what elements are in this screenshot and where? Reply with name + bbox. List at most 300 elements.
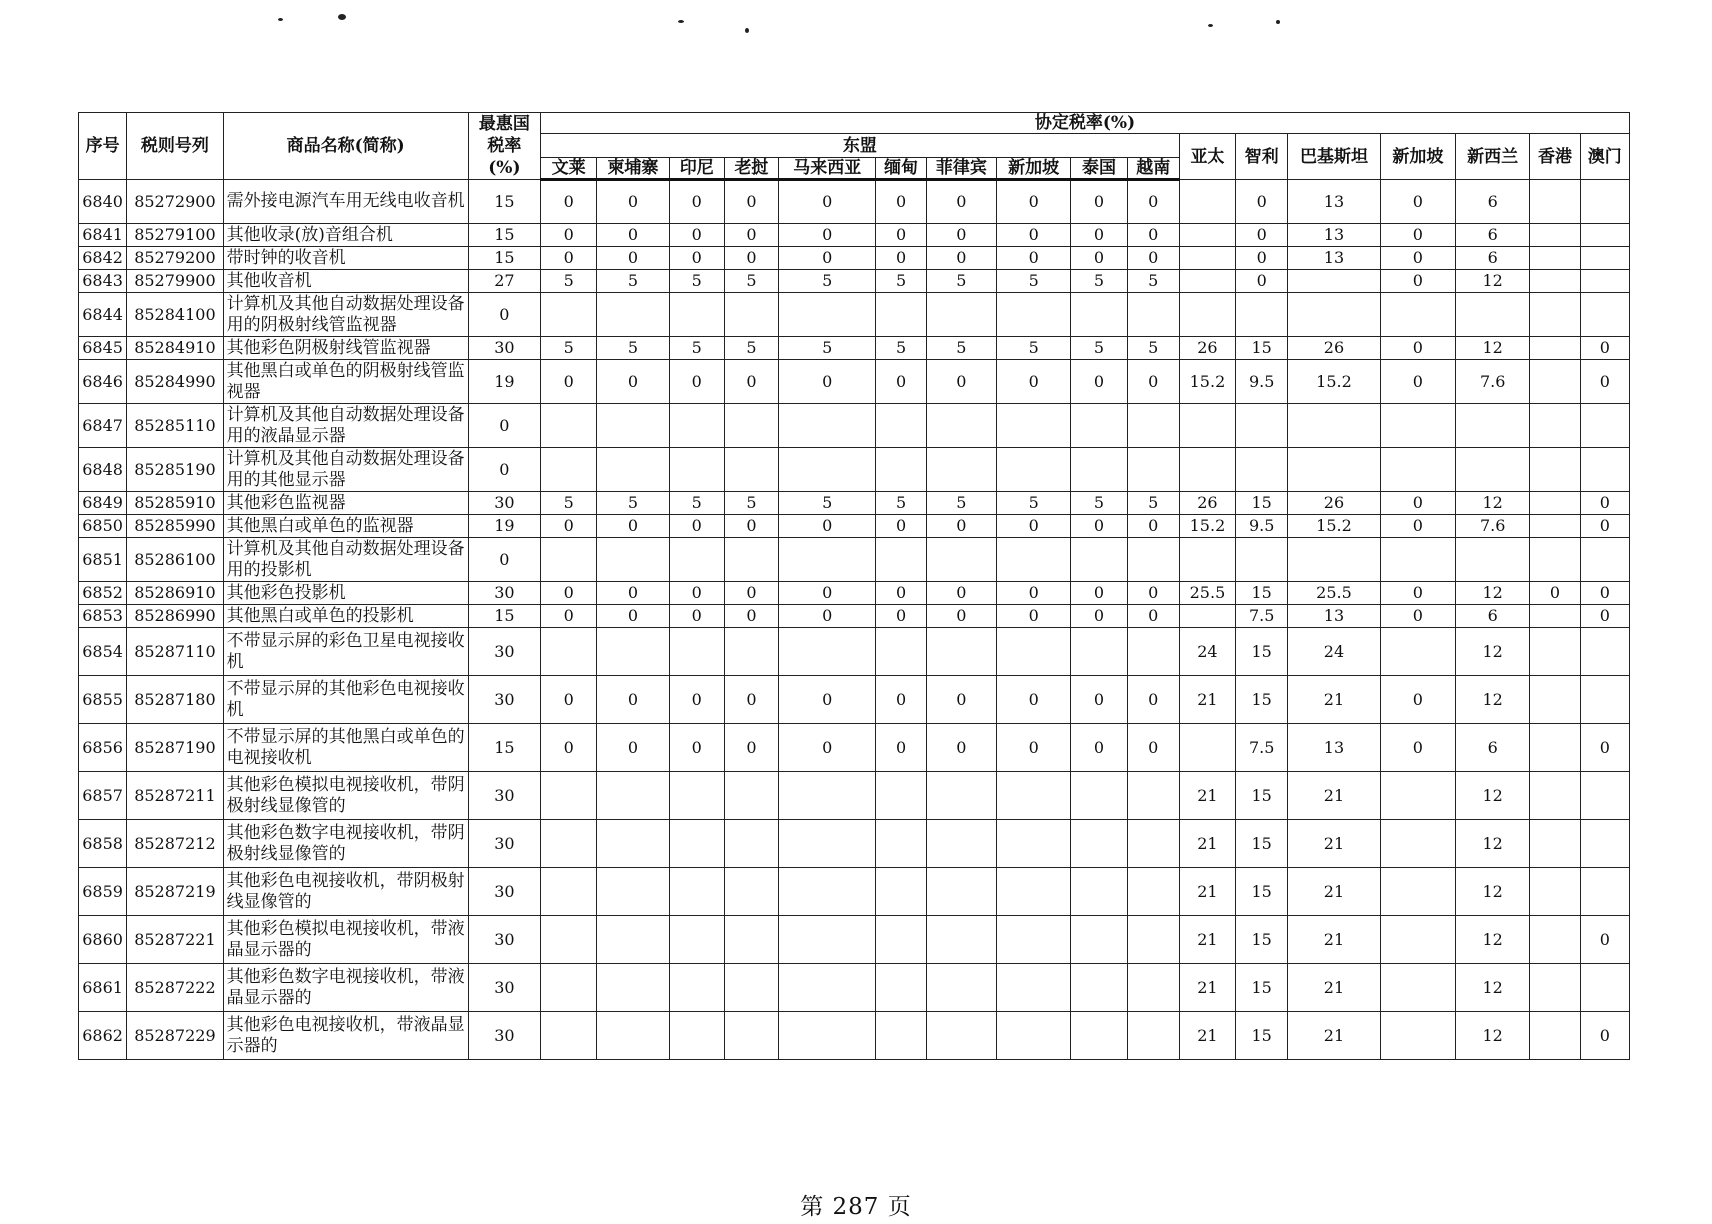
row-asean-rate: 0	[669, 676, 724, 724]
row-pakistan-rate: 13	[1288, 605, 1380, 628]
row-chile-rate	[1236, 538, 1288, 582]
row-asean-rate	[876, 820, 926, 868]
row-asean-rate: 5	[876, 492, 926, 515]
row-new-zealand-rate: 6	[1456, 180, 1530, 224]
row-chile-rate: 0	[1236, 224, 1288, 247]
row-asean-rate	[779, 964, 876, 1012]
row-asean-rate: 0	[669, 605, 724, 628]
row-product-name: 其他彩色阴极射线管监视器	[223, 337, 468, 360]
row-asean-rate	[597, 964, 669, 1012]
row-asean-rate	[669, 1012, 724, 1060]
row-chile-rate: 0	[1236, 247, 1288, 270]
row-asean-rate	[779, 772, 876, 820]
table-row	[79, 293, 1630, 337]
row-asia-pacific-rate	[1179, 448, 1235, 492]
row-asean-rate: 0	[724, 247, 778, 270]
row-asean-rate	[997, 1012, 1071, 1060]
row-asean-rate	[1127, 772, 1179, 820]
row-hong-kong-rate	[1530, 868, 1580, 916]
row-new-zealand-rate: 12	[1456, 868, 1530, 916]
row-asean-rate	[597, 916, 669, 964]
row-seq: 6840	[79, 180, 127, 224]
row-asean-rate	[724, 820, 778, 868]
row-asean-rate	[597, 820, 669, 868]
row-macau-rate	[1580, 820, 1629, 868]
header-thailand: 泰国	[1071, 158, 1127, 180]
row-asean-rate	[724, 964, 778, 1012]
row-new-zealand-rate: 12	[1456, 772, 1530, 820]
row-asean-rate	[1071, 448, 1127, 492]
row-asean-rate	[541, 538, 597, 582]
row-asean-rate	[926, 293, 996, 337]
row-singapore-fta-rate	[1380, 628, 1455, 676]
row-product-name: 不带显示屏的其他彩色电视接收机	[223, 676, 468, 724]
row-seq: 6856	[79, 724, 127, 772]
row-macau-rate: 0	[1580, 916, 1629, 964]
row-asean-rate	[669, 448, 724, 492]
row-macau-rate: 0	[1580, 492, 1629, 515]
row-hong-kong-rate	[1530, 724, 1580, 772]
row-mfn-rate: 30	[468, 820, 540, 868]
header-vietnam: 越南	[1127, 158, 1179, 180]
row-asean-rate	[876, 628, 926, 676]
row-hs-code: 85284100	[127, 293, 223, 337]
row-asean-rate: 0	[926, 515, 996, 538]
row-new-zealand-rate: 12	[1456, 270, 1530, 293]
row-seq: 6841	[79, 224, 127, 247]
row-asean-rate	[541, 916, 597, 964]
row-asia-pacific-rate: 25.5	[1179, 582, 1235, 605]
row-asean-rate: 0	[926, 360, 996, 404]
row-asean-rate: 5	[669, 492, 724, 515]
row-singapore-fta-rate: 0	[1380, 724, 1455, 772]
row-chile-rate: 7.5	[1236, 724, 1288, 772]
row-asean-rate: 5	[926, 337, 996, 360]
row-asean-rate	[597, 404, 669, 448]
row-asean-rate	[724, 448, 778, 492]
row-product-name: 其他彩色数字电视接收机，带液晶显示器的	[223, 964, 468, 1012]
row-asean-rate: 0	[997, 360, 1071, 404]
row-asean-rate	[926, 404, 996, 448]
row-mfn-rate: 30	[468, 1012, 540, 1060]
header-chile: 智利	[1236, 134, 1288, 180]
row-hs-code: 85287211	[127, 772, 223, 820]
row-singapore-fta-rate: 0	[1380, 180, 1455, 224]
row-hong-kong-rate	[1530, 247, 1580, 270]
row-seq: 6842	[79, 247, 127, 270]
row-pakistan-rate: 21	[1288, 1012, 1380, 1060]
header-mfn-line-2: 税率	[487, 136, 522, 156]
row-mfn-rate: 15	[468, 180, 540, 224]
row-chile-rate: 0	[1236, 270, 1288, 293]
row-singapore-fta-rate: 0	[1380, 224, 1455, 247]
row-asean-rate	[926, 772, 996, 820]
row-product-name: 其他彩色数字电视接收机，带阴极射线显像管的	[223, 820, 468, 868]
row-hong-kong-rate	[1530, 180, 1580, 224]
row-asean-rate: 0	[779, 224, 876, 247]
row-asean-rate: 0	[1071, 180, 1127, 224]
row-asean-rate	[779, 293, 876, 337]
row-product-name: 计算机及其他自动数据处理设备用的液晶显示器	[223, 404, 468, 448]
row-seq: 6849	[79, 492, 127, 515]
row-new-zealand-rate: 12	[1456, 337, 1530, 360]
row-product-name: 不带显示屏的其他黑白或单色的电视接收机	[223, 724, 468, 772]
row-asean-rate: 0	[724, 515, 778, 538]
row-hong-kong-rate	[1530, 337, 1580, 360]
row-singapore-fta-rate	[1380, 868, 1455, 916]
row-hong-kong-rate	[1530, 293, 1580, 337]
row-asean-rate: 0	[1127, 515, 1179, 538]
row-hong-kong-rate	[1530, 404, 1580, 448]
row-chile-rate	[1236, 404, 1288, 448]
row-macau-rate	[1580, 538, 1629, 582]
row-asean-rate	[669, 293, 724, 337]
row-hs-code: 85285190	[127, 448, 223, 492]
row-asean-rate: 0	[1127, 224, 1179, 247]
row-seq: 6860	[79, 916, 127, 964]
row-singapore-fta-rate: 0	[1380, 582, 1455, 605]
row-hs-code: 85286910	[127, 582, 223, 605]
row-asean-rate: 0	[876, 724, 926, 772]
row-hs-code: 85279900	[127, 270, 223, 293]
row-singapore-fta-rate: 0	[1380, 337, 1455, 360]
table-row	[79, 964, 1630, 1012]
scan-speck	[278, 18, 283, 21]
row-asean-rate	[541, 448, 597, 492]
row-asean-rate	[997, 448, 1071, 492]
row-asean-rate: 0	[1127, 582, 1179, 605]
row-asean-rate: 0	[597, 247, 669, 270]
row-asean-rate: 0	[724, 360, 778, 404]
row-pakistan-rate	[1288, 270, 1380, 293]
row-pakistan-rate: 15.2	[1288, 360, 1380, 404]
row-asean-rate	[724, 628, 778, 676]
row-asean-rate	[779, 868, 876, 916]
row-asean-rate: 5	[997, 337, 1071, 360]
row-asean-rate	[724, 538, 778, 582]
row-pakistan-rate	[1288, 538, 1380, 582]
row-asean-rate: 0	[926, 676, 996, 724]
table-row	[79, 538, 1630, 582]
row-asean-rate: 0	[669, 724, 724, 772]
row-chile-rate: 15	[1236, 1012, 1288, 1060]
row-asean-rate	[779, 448, 876, 492]
row-asean-rate	[724, 404, 778, 448]
row-hong-kong-rate	[1530, 270, 1580, 293]
row-asean-rate: 0	[669, 582, 724, 605]
table-row	[79, 270, 1630, 293]
tariff-body	[79, 180, 1630, 1060]
row-chile-rate	[1236, 448, 1288, 492]
row-pakistan-rate	[1288, 448, 1380, 492]
row-asean-rate	[997, 820, 1071, 868]
row-asean-rate	[876, 916, 926, 964]
row-asean-rate	[876, 1012, 926, 1060]
header-malaysia: 马来西亚	[779, 158, 876, 180]
row-hs-code: 85287180	[127, 676, 223, 724]
row-chile-rate: 9.5	[1236, 515, 1288, 538]
row-asean-rate: 0	[779, 180, 876, 224]
row-pakistan-rate: 26	[1288, 337, 1380, 360]
row-asean-rate	[779, 628, 876, 676]
row-asean-rate: 5	[779, 270, 876, 293]
row-asean-rate: 0	[724, 605, 778, 628]
row-mfn-rate: 30	[468, 868, 540, 916]
row-asean-rate	[1071, 538, 1127, 582]
table-row	[79, 868, 1630, 916]
row-macau-rate: 0	[1580, 360, 1629, 404]
header-mfn-rate	[468, 113, 540, 180]
row-asean-rate: 0	[876, 360, 926, 404]
row-seq: 6862	[79, 1012, 127, 1060]
row-product-name: 其他彩色监视器	[223, 492, 468, 515]
row-seq: 6845	[79, 337, 127, 360]
row-asean-rate: 5	[997, 492, 1071, 515]
row-new-zealand-rate: 12	[1456, 1012, 1530, 1060]
row-seq: 6847	[79, 404, 127, 448]
row-singapore-fta-rate	[1380, 404, 1455, 448]
row-asean-rate: 5	[724, 270, 778, 293]
row-asean-rate: 0	[724, 582, 778, 605]
row-hs-code: 85272900	[127, 180, 223, 224]
header-pakistan: 巴基斯坦	[1288, 134, 1380, 180]
row-asean-rate	[1071, 868, 1127, 916]
table-row	[79, 820, 1630, 868]
row-asean-rate	[876, 293, 926, 337]
row-seq: 6850	[79, 515, 127, 538]
row-hong-kong-rate	[1530, 605, 1580, 628]
row-asean-rate	[597, 293, 669, 337]
row-asean-rate	[926, 538, 996, 582]
row-asean-rate: 0	[1127, 360, 1179, 404]
row-hs-code: 85279200	[127, 247, 223, 270]
row-asean-rate: 0	[926, 605, 996, 628]
row-singapore-fta-rate: 0	[1380, 605, 1455, 628]
row-macau-rate	[1580, 270, 1629, 293]
row-asia-pacific-rate: 21	[1179, 820, 1235, 868]
row-asean-rate	[1071, 964, 1127, 1012]
row-chile-rate	[1236, 293, 1288, 337]
row-product-name: 其他黑白或单色的监视器	[223, 515, 468, 538]
row-asean-rate: 0	[1127, 676, 1179, 724]
row-asean-rate	[597, 772, 669, 820]
row-asia-pacific-rate: 21	[1179, 676, 1235, 724]
row-asean-rate	[597, 538, 669, 582]
row-seq: 6861	[79, 964, 127, 1012]
row-asean-rate: 5	[779, 337, 876, 360]
row-asean-rate: 0	[669, 180, 724, 224]
row-asean-rate: 0	[997, 582, 1071, 605]
header-brunei: 文莱	[541, 158, 597, 180]
row-asean-rate: 5	[541, 337, 597, 360]
row-new-zealand-rate: 12	[1456, 676, 1530, 724]
row-hong-kong-rate	[1530, 820, 1580, 868]
row-pakistan-rate: 15.2	[1288, 515, 1380, 538]
row-macau-rate: 0	[1580, 1012, 1629, 1060]
row-seq: 6851	[79, 538, 127, 582]
header-mfn-line-3: (%)	[488, 158, 521, 178]
header-asia-pacific: 亚太	[1179, 134, 1235, 180]
row-asean-rate	[997, 868, 1071, 916]
row-product-name: 其他收音机	[223, 270, 468, 293]
row-asean-rate: 0	[926, 247, 996, 270]
row-asean-rate: 0	[926, 180, 996, 224]
row-asean-rate	[876, 964, 926, 1012]
row-asean-rate: 0	[779, 515, 876, 538]
row-mfn-rate: 0	[468, 538, 540, 582]
row-singapore-fta-rate: 0	[1380, 360, 1455, 404]
row-pakistan-rate: 21	[1288, 772, 1380, 820]
row-hong-kong-rate	[1530, 628, 1580, 676]
row-asean-rate: 5	[724, 337, 778, 360]
row-asean-rate: 5	[926, 270, 996, 293]
row-seq: 6844	[79, 293, 127, 337]
row-asean-rate	[779, 538, 876, 582]
row-pakistan-rate: 13	[1288, 724, 1380, 772]
row-asean-rate: 0	[724, 724, 778, 772]
row-asia-pacific-rate: 26	[1179, 337, 1235, 360]
row-asean-rate	[997, 916, 1071, 964]
row-asean-rate: 5	[779, 492, 876, 515]
row-singapore-fta-rate	[1380, 293, 1455, 337]
row-asean-rate: 0	[779, 724, 876, 772]
row-macau-rate	[1580, 772, 1629, 820]
row-asean-rate: 0	[997, 515, 1071, 538]
row-pakistan-rate: 21	[1288, 916, 1380, 964]
row-hong-kong-rate	[1530, 492, 1580, 515]
table-row	[79, 772, 1630, 820]
row-macau-rate: 0	[1580, 582, 1629, 605]
row-asean-rate	[597, 868, 669, 916]
header-hong-kong: 香港	[1530, 134, 1580, 180]
row-seq: 6858	[79, 820, 127, 868]
row-hs-code: 85287221	[127, 916, 223, 964]
row-hs-code: 85287219	[127, 868, 223, 916]
row-asean-rate: 0	[876, 582, 926, 605]
row-chile-rate: 15	[1236, 676, 1288, 724]
row-asean-rate: 0	[1071, 360, 1127, 404]
row-asean-rate: 0	[541, 224, 597, 247]
row-macau-rate	[1580, 868, 1629, 916]
row-product-name: 其他彩色模拟电视接收机，带液晶显示器的	[223, 916, 468, 964]
row-hong-kong-rate	[1530, 772, 1580, 820]
row-pakistan-rate: 21	[1288, 820, 1380, 868]
header-macau: 澳门	[1580, 134, 1629, 180]
row-asia-pacific-rate	[1179, 404, 1235, 448]
row-asean-rate	[926, 1012, 996, 1060]
row-asean-rate: 0	[669, 515, 724, 538]
row-asia-pacific-rate: 21	[1179, 964, 1235, 1012]
row-asean-rate: 0	[597, 676, 669, 724]
row-asean-rate: 0	[541, 676, 597, 724]
row-asean-rate: 0	[541, 247, 597, 270]
row-singapore-fta-rate: 0	[1380, 515, 1455, 538]
row-mfn-rate: 27	[468, 270, 540, 293]
header-cambodia: 柬埔寨	[597, 158, 669, 180]
row-asean-rate: 0	[779, 605, 876, 628]
row-asean-rate	[1127, 820, 1179, 868]
row-asean-rate: 0	[926, 724, 996, 772]
row-chile-rate: 15	[1236, 772, 1288, 820]
row-asean-rate	[1127, 916, 1179, 964]
row-asean-rate	[997, 404, 1071, 448]
header-seq: 序号	[79, 113, 127, 180]
row-asean-rate	[926, 820, 996, 868]
row-singapore-fta-rate: 0	[1380, 270, 1455, 293]
row-hs-code: 85284910	[127, 337, 223, 360]
row-mfn-rate: 15	[468, 724, 540, 772]
row-seq: 6859	[79, 868, 127, 916]
row-asean-rate: 0	[724, 224, 778, 247]
row-singapore-fta-rate: 0	[1380, 492, 1455, 515]
row-asean-rate: 0	[541, 515, 597, 538]
row-hong-kong-rate	[1530, 1012, 1580, 1060]
row-asean-rate: 0	[1071, 224, 1127, 247]
row-asean-rate: 5	[1127, 337, 1179, 360]
row-singapore-fta-rate	[1380, 916, 1455, 964]
row-asean-rate: 0	[1071, 676, 1127, 724]
row-asean-rate: 0	[997, 247, 1071, 270]
row-hong-kong-rate	[1530, 515, 1580, 538]
row-hong-kong-rate	[1530, 360, 1580, 404]
row-asia-pacific-rate	[1179, 538, 1235, 582]
row-asean-rate	[1127, 448, 1179, 492]
row-asean-rate: 0	[669, 360, 724, 404]
row-new-zealand-rate: 12	[1456, 582, 1530, 605]
row-asean-rate	[1071, 916, 1127, 964]
row-asean-rate: 5	[1127, 492, 1179, 515]
row-asean-rate	[876, 448, 926, 492]
table-row	[79, 224, 1630, 247]
row-asean-rate: 0	[1127, 247, 1179, 270]
row-asean-rate	[724, 1012, 778, 1060]
row-product-name: 其他彩色电视接收机，带阴极射线显像管的	[223, 868, 468, 916]
row-mfn-rate: 30	[468, 582, 540, 605]
row-hong-kong-rate	[1530, 224, 1580, 247]
row-macau-rate	[1580, 180, 1629, 224]
row-asia-pacific-rate: 15.2	[1179, 515, 1235, 538]
row-asean-rate: 0	[669, 224, 724, 247]
row-mfn-rate: 30	[468, 916, 540, 964]
row-new-zealand-rate: 12	[1456, 964, 1530, 1012]
row-product-name: 计算机及其他自动数据处理设备用的阴极射线管监视器	[223, 293, 468, 337]
row-seq: 6852	[79, 582, 127, 605]
row-asean-rate: 0	[1071, 605, 1127, 628]
table-row	[79, 404, 1630, 448]
row-asean-rate: 5	[541, 270, 597, 293]
row-asean-rate	[779, 404, 876, 448]
row-asean-rate: 0	[876, 676, 926, 724]
row-asean-rate	[541, 628, 597, 676]
row-product-name: 其他黑白或单色的投影机	[223, 605, 468, 628]
row-hong-kong-rate	[1530, 448, 1580, 492]
row-mfn-rate: 30	[468, 492, 540, 515]
tariff-table	[78, 112, 1630, 1060]
row-asean-rate: 0	[1071, 582, 1127, 605]
row-product-name: 其他彩色投影机	[223, 582, 468, 605]
table-row	[79, 247, 1630, 270]
row-new-zealand-rate	[1456, 538, 1530, 582]
row-asean-rate: 0	[1127, 724, 1179, 772]
header-philippines: 菲律宾	[926, 158, 996, 180]
row-hs-code: 85287212	[127, 820, 223, 868]
row-hong-kong-rate: 0	[1530, 582, 1580, 605]
row-asia-pacific-rate	[1179, 293, 1235, 337]
row-singapore-fta-rate	[1380, 964, 1455, 1012]
row-asean-rate	[876, 404, 926, 448]
row-chile-rate: 15	[1236, 337, 1288, 360]
page-number: 第 287 页	[800, 1194, 912, 1220]
